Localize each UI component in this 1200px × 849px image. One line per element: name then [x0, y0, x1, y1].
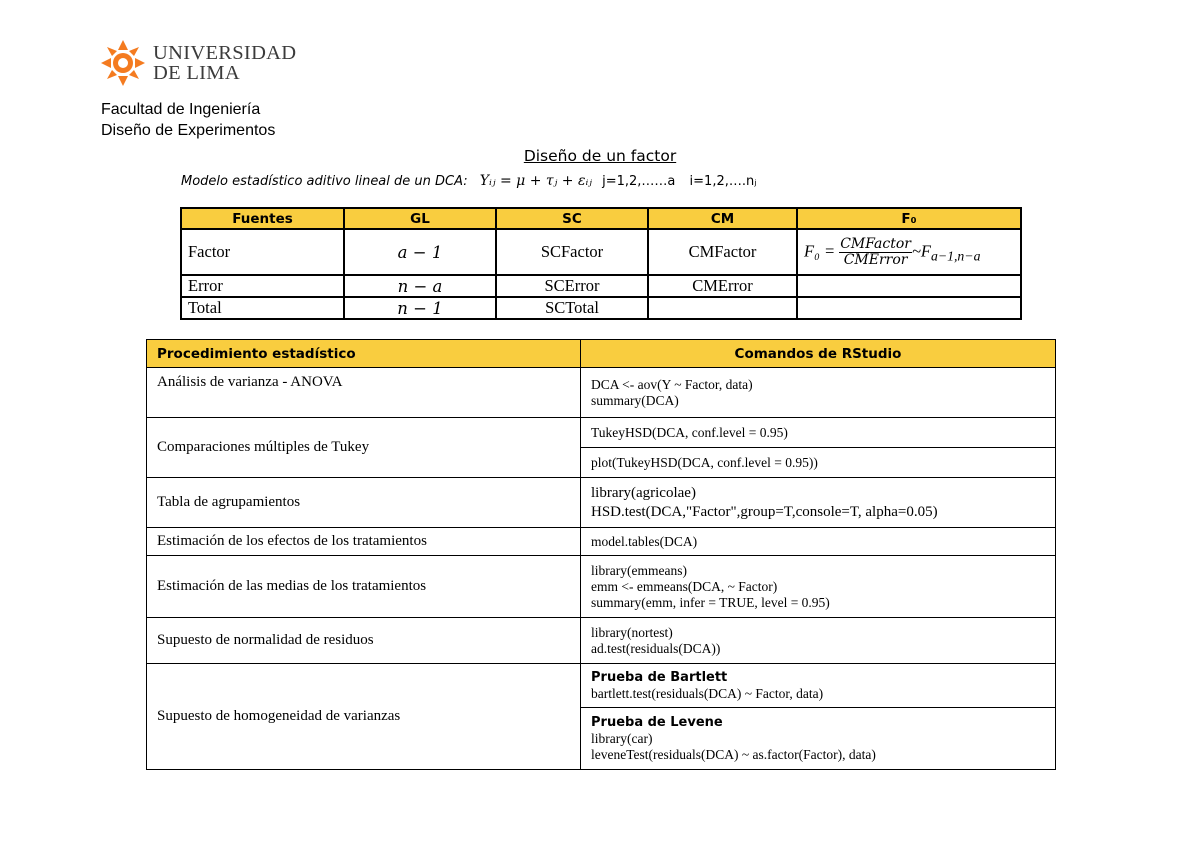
command-cell	[581, 478, 1056, 528]
logo-line-2: DE LIMA	[153, 62, 240, 84]
model-label: Modelo estadístico aditivo lineal de un DCA:	[181, 174, 468, 189]
command-line: DCA <- aov(Y ~ Factor, data)	[591, 376, 753, 392]
model-i-index: i=1,2,….nⱼ	[689, 174, 757, 189]
command-line: ad.test(residuals(DCA))	[591, 640, 721, 656]
procedure-label: Supuesto de homogeneidad de varianzas	[147, 664, 581, 770]
anova-source: Error	[181, 275, 344, 297]
command-cell	[581, 664, 1056, 708]
model-equation: Yᵢⱼ = μ + τⱼ + εᵢⱼ	[479, 173, 592, 189]
command-cell	[581, 448, 1056, 478]
rstudio-commands-table	[146, 339, 1056, 770]
test-title: Prueba de Bartlett	[591, 669, 728, 685]
anova-cm: CMError	[648, 275, 797, 297]
model-j-index: j=1,2,……a	[602, 174, 676, 189]
command-line: library(agricolae)	[591, 484, 696, 501]
f0-distribution-df: a−1,n−a	[930, 248, 981, 264]
anova-header-sc: SC	[496, 208, 648, 229]
command-line: bartlett.test(residuals(DCA) ~ Factor, data)	[591, 685, 824, 701]
model-statement	[181, 173, 757, 189]
row-grouping	[147, 478, 1056, 528]
procedure-label: Estimación de los efectos de los tratamientos	[147, 528, 581, 556]
anova-gl: n − a	[344, 275, 496, 297]
command-line: library(emmeans)	[591, 562, 687, 578]
f0-denominator: CMError	[843, 251, 908, 268]
anova-sc: SCFactor	[496, 229, 648, 275]
command-cell	[581, 708, 1056, 770]
f0-numerator: CMFactor	[840, 235, 911, 252]
row-normality	[147, 618, 1056, 664]
anova-header-sources: Fuentes	[181, 208, 344, 229]
anova-table	[180, 207, 1022, 320]
test-title: Prueba de Levene	[591, 714, 723, 730]
command-line: emm <- emmeans(DCA, ~ Factor)	[591, 578, 778, 594]
command-line: model.tables(DCA)	[591, 533, 698, 549]
anova-row-factor	[181, 229, 1021, 275]
procedure-label: Comparaciones múltiples de Tukey	[147, 418, 581, 478]
anova-f0-empty	[797, 275, 1021, 297]
command-line: library(car)	[591, 730, 653, 746]
header-commands: Comandos de RStudio	[581, 340, 1056, 368]
procedure-label: Tabla de agrupamientos	[147, 478, 581, 528]
procedure-label: Supuesto de normalidad de residuos	[147, 618, 581, 664]
anova-header-row	[181, 208, 1021, 229]
anova-header-cm: CM	[648, 208, 797, 229]
command-line: plot(TukeyHSD(DCA, conf.level = 0.95))	[591, 454, 818, 470]
logo-emblem-icon	[101, 40, 145, 86]
command-cell	[581, 618, 1056, 664]
anova-f0-formula	[797, 229, 1021, 275]
faculty-name: Facultad de Ingeniería	[101, 101, 261, 118]
row-effects	[147, 528, 1056, 556]
anova-f0-empty	[797, 297, 1021, 319]
command-line: library(nortest)	[591, 624, 673, 640]
anova-header-f0: F₀	[797, 208, 1021, 229]
faculty-header	[101, 100, 275, 141]
anova-gl: a − 1	[344, 229, 496, 275]
anova-gl: n − 1	[344, 297, 496, 319]
procedure-label: Estimación de las medias de los tratamientos	[147, 556, 581, 618]
row-homogeneity-bartlett	[147, 664, 1056, 708]
anova-source: Factor	[181, 229, 344, 275]
anova-sc: SCError	[496, 275, 648, 297]
command-cell	[581, 528, 1056, 556]
logo-line-1: UNIVERSIDAD	[153, 42, 297, 64]
procedure-label: Análisis de varianza - ANOVA	[147, 368, 581, 418]
anova-header-gl: GL	[344, 208, 496, 229]
row-anova	[147, 368, 1056, 418]
command-line: summary(DCA)	[591, 392, 679, 408]
row-means	[147, 556, 1056, 618]
anova-sc: SCTotal	[496, 297, 648, 319]
university-logo	[101, 40, 301, 90]
f0-fraction	[839, 237, 912, 268]
command-line: HSD.test(DCA,"Factor",group=T,console=T, alpha=0.05)	[591, 503, 938, 520]
command-cell	[581, 368, 1056, 418]
anova-cm	[648, 297, 797, 319]
anova-source: Total	[181, 297, 344, 319]
row-tukey	[147, 418, 1056, 448]
command-cell	[581, 556, 1056, 618]
f0-distribution: ~F	[911, 240, 931, 260]
f0-lhs: F₀ =	[804, 240, 836, 260]
course-name: Diseño de Experimentos	[101, 121, 276, 139]
command-line: summary(emm, infer = TRUE, level = 0.95)	[591, 594, 830, 610]
command-line: leveneTest(residuals(DCA) ~ as.factor(Factor), data)	[591, 746, 876, 762]
header-procedure: Procedimiento estadístico	[147, 340, 581, 368]
command-cell	[581, 418, 1056, 448]
page-title: Diseño de un factor	[523, 147, 677, 165]
commands-header-row	[147, 340, 1056, 368]
command-line: TukeyHSD(DCA, conf.level = 0.95)	[591, 424, 788, 440]
anova-cm: CMFactor	[648, 229, 797, 275]
anova-row-error	[181, 275, 1021, 297]
anova-row-total	[181, 297, 1021, 319]
